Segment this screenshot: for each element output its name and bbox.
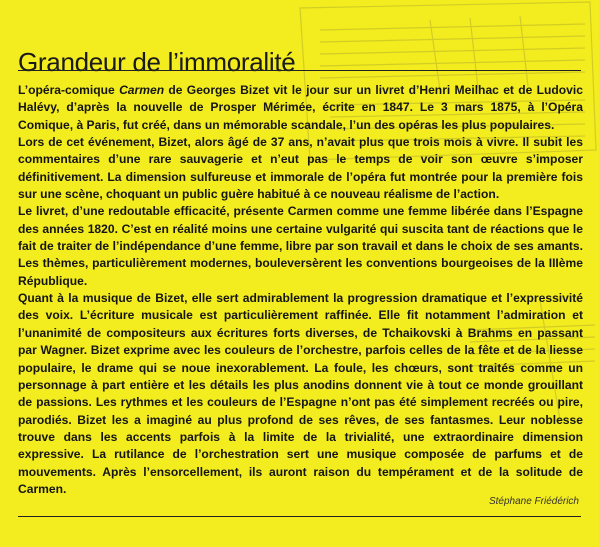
- author-signature: Stéphane Friédérich: [488, 496, 579, 507]
- title-divider: [18, 70, 581, 71]
- page-title: Grandeur de l’immoralité: [18, 47, 296, 78]
- paragraph-4: Quant à la musique de Bizet, elle sert admirablement la progression dramatique et l’expressivité des voix. L’écriture musicale est particulièrement raffinée. Elle fit notamment l’admiration et l’unanimité de compositeurs aux écritures forts diverses, de Tchaikovski à Brahms en passant par Wagner. Bizet exprime avec les couleurs de l’orchestre, parfois celles de la fête et de la liesse populaire, le drame qui se noue inexorablement. La foule, les chœurs, sont traités comme un personnage à part entière et les détails les plus anodins donnent vie à tout ce monde grouillant de passions. Les rythmes et les couleurs de l’Espagne n’ont pas été simplement recréés ou pire, parodiés. Bizet les a imaginé au plus profond de ses rêves, de ses fantasmes. Leur noblesse trouve dans les accents parfois à la limite de la trivialité, une extraordinaire dimension expressive. La rutilance de l’orchestration sert une musique composée de parfums et de mouvements. Après l’ensorcellement, ils auront raison du tempérament et de la solitude de Carmen.: [18, 291, 583, 496]
- bottom-divider: [18, 516, 581, 517]
- paragraph-1-rest: de Georges Bizet vit le jour sur un livret d’Henri Meilhac et de Ludovic Halévy, d’après la nouvelle de Prosper Mérimée, écrite en 1847. Le 3 mars 1875, à l’Opéra Comique, à Paris, fut créé, dans un mémorable scandale, l’un des opéras les plus populaires.: [18, 83, 583, 132]
- paragraph-1-emphasis: Carmen: [119, 83, 165, 97]
- paragraph-3: Le livret, d’une redoutable efficacité, présente Carmen comme une femme libérée dans l’Espagne des années 1820. C’est en réalité moins une certaine vulgarité qui suscita tant de réactions que le fait de traiter de l’indépendance d’une femme, libre par son travail et dans le choix de ses amants. Les thèmes, particulièrement modernes, bouleversèrent les conventions bourgeoises de la IIIème République.: [18, 204, 583, 288]
- paragraph-2: Lors de cet événement, Bizet, alors âgé de 37 ans, n’avait plus que trois mois à vivre. Il subit les commentaires d’une rare sauvagerie et n’eut pas le temps de voir son œuvre s’imposer définitivement. La dimension sulfureuse et immorale de l’opéra fut montrée pour la première fois sur une scène, choquant un public guère habitué à ce nouveau réalisme de l’action.: [18, 135, 583, 202]
- paragraph-1: [18, 82, 583, 134]
- article-body: [18, 82, 583, 498]
- paragraph-1-start: L’opéra-comique: [18, 83, 120, 97]
